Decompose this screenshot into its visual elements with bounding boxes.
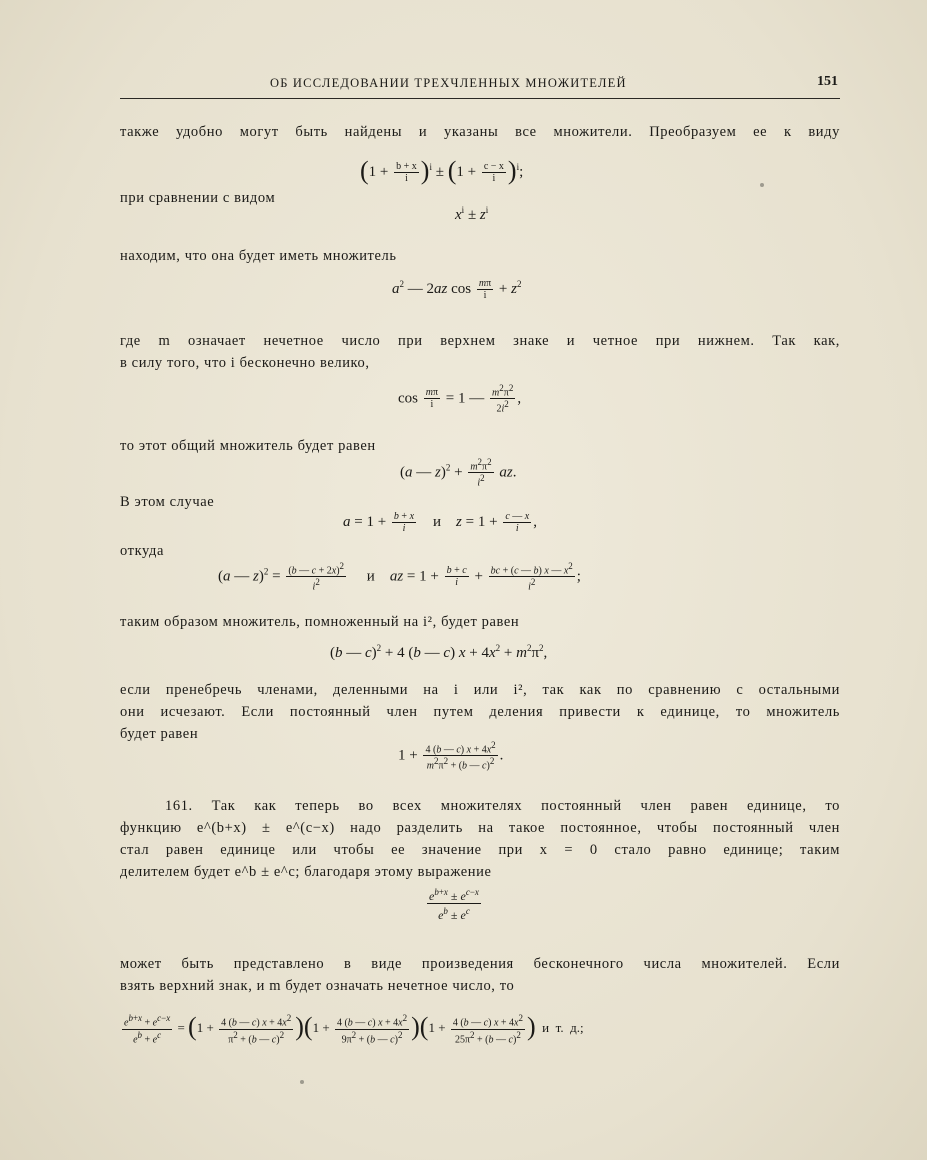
page-header <box>120 72 840 96</box>
text-line-2: при сравнении с видом <box>120 190 276 206</box>
formula-8: (b — c)$^2$ + 4 (b — c) $x + 4x^2 + m^2\pi^2$, <box>330 643 548 661</box>
text-line-18: взять верхний знак, и m будет означать нечетное число, то <box>120 978 515 994</box>
formula-11: $\frac{e^{b+x} + e^{c-x}}{e^b + e^c}$ = (1 + $\frac{4 (b — c) x + 4x^2}{\pi^2 + (b — c)^2}$ )(1 + $\frac{4 (b — c) x + 4x^2}{9\pi^2 + (b — c)^2}$ )(1 + $\frac{4 (b — c) x + 4x^2}{25\pi^2 + (b — c)^2}$ ) и т. д.; <box>124 1012 584 1045</box>
formula-2: $x^i \pm z^i$ <box>455 205 489 223</box>
formula-10: $\frac{e^{b+x} \pm e^{c-x}}{e^b \pm e^c}$ <box>429 887 479 922</box>
text-line-14: функцию e^(b+x) ± e^(c−x) надо разделить на такое постоянное, чтобы постоянный член <box>120 820 840 836</box>
formula-4: cos $\frac{m\pi}{i}$ = 1 — $\frac{m^2\pi^2}{2i^2}$ , <box>398 383 522 415</box>
header-rule <box>120 98 840 99</box>
page-number: 151 <box>817 74 838 89</box>
text-line-1: также удобно могут быть найдены и указаны все множители. Преобразуем ее к виду <box>120 124 840 140</box>
text-line-13: 161. Так как теперь во всех множителях постоянный член равен единице, то <box>165 798 840 814</box>
text-line-3: находим, что она будет иметь множитель <box>120 248 397 264</box>
text-line-16: делителем будет e^b ± e^c; благодаря этому выражение <box>120 864 492 880</box>
formula-7: (a — z)$^2$ = $\frac{(b — c + 2x)^2}{i^2}$ и az = 1 + $\frac{b + c}{i}$ + $\frac{bc + (c — b) x — x^2}{i^2}$ ; <box>218 561 581 593</box>
text-line-11: они исчезают. Если постоянный член путем деления привести к единице, то множитель <box>120 704 840 720</box>
text-line-6: то этот общий множитель будет равен <box>120 438 376 454</box>
formula-1: (1 + $\frac{b + x}{i}$ )$^i$ ± (1 + $\frac{c - x}{i}$ )$^i$; <box>360 156 524 185</box>
text-line-12: будет равен <box>120 726 199 742</box>
running-head: ОБ ИССЛЕДОВАНИИ ТРЕХЧЛЕННЫХ МНОЖИТЕЛЕЙ <box>270 76 627 90</box>
formula-3: $a^2$ — 2az cos $\frac{m\pi}{i}$ + $z^2$ <box>392 278 522 301</box>
paper-speck <box>300 1080 304 1084</box>
text-line-9: таким образом множитель, помноженный на i², будет равен <box>120 614 520 630</box>
text-line-4: где m означает нечетное число при верхнем знаке и четное при нижнем. Так как, <box>120 333 840 349</box>
text-line-7: В этом случае <box>120 494 215 510</box>
formula-5: (a — z)$^2$ + $\frac{m^2\pi^2}{i^2}$ az. <box>400 457 517 489</box>
formula-6: a = 1 + $\frac{b + x}{i}$ и z = 1 + $\frac{c — x}{i}$ , <box>343 511 537 534</box>
paper-speck <box>760 183 764 187</box>
text-line-5: в силу того, что i бесконечно велико, <box>120 355 370 371</box>
formula-9: 1 + $\frac{4 (b — c) x + 4x^2}{m^2\pi^2 + (b — c)^2}$ . <box>398 740 504 772</box>
text-line-15: стал равен единице или чтобы ее значение при x = 0 стало равно единице; таким <box>120 842 840 858</box>
text-line-10: если пренебречь членами, деленными на i или i², так как по сравнению с остальными <box>120 682 840 698</box>
text-line-17: может быть представлено в виде произведения бесконечного числа множителей. Если <box>120 956 840 972</box>
text-line-8: откуда <box>120 543 164 559</box>
